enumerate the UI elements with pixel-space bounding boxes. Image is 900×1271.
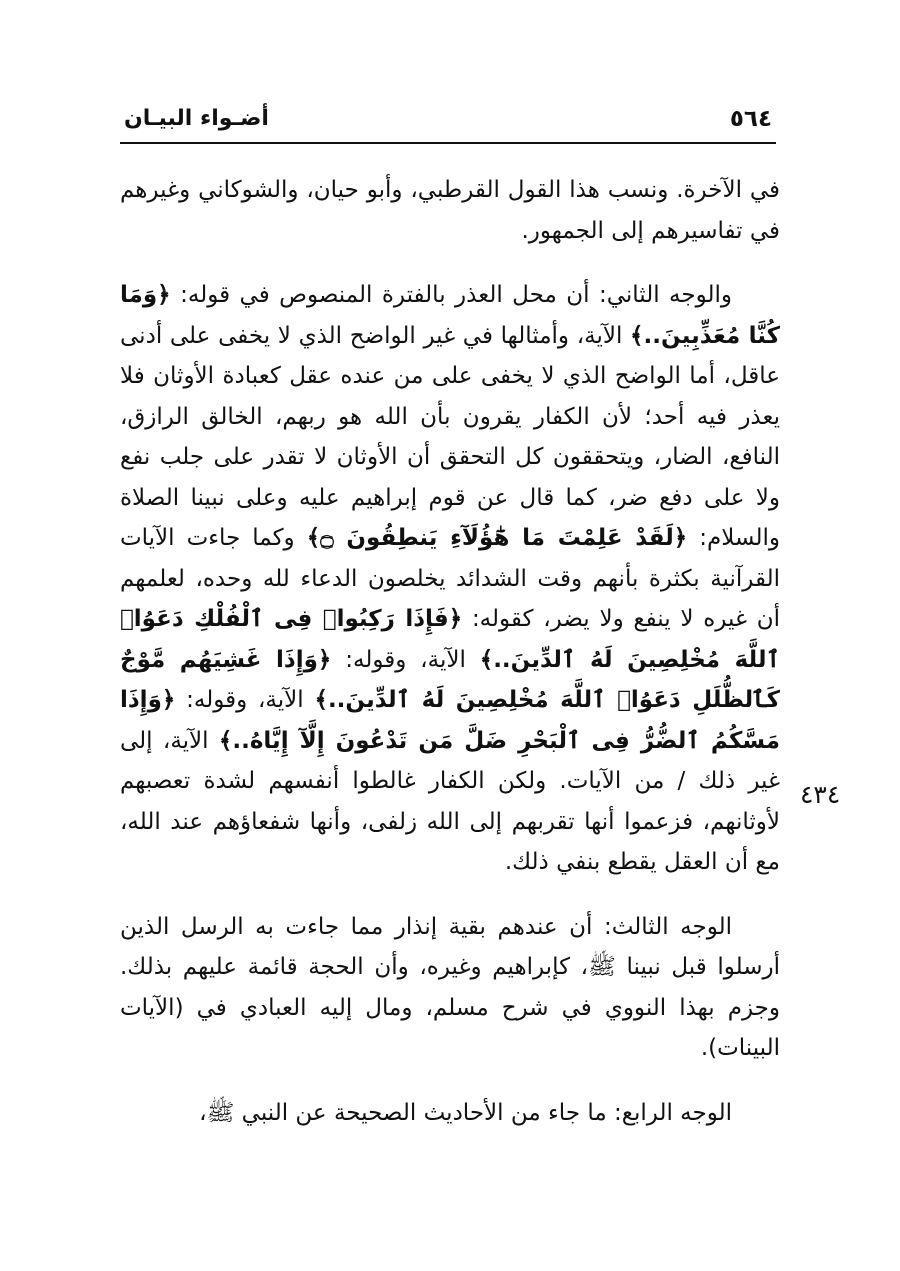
quran-verse: ﴿فَإِذَا رَكِبُوا۟ فِى ٱلْفُلْكِ دَعَوُا۟ ٱللَّهَ مُخْلِصِينَ لَهُ ٱلدِّينَ..﴾ bbox=[120, 606, 781, 673]
paragraph-2-text: الآية، إلى غير ذلك / من الآيات. ولكن الكفار غالطوا أنفسهم لشدة تعصبهم لأوثانهم، فزعموا أنها تقربهم إلى الله زلفى، وأنها شفعاؤهم عند الله، مع أن العقل يقطع بنفي ذلك. bbox=[120, 727, 780, 875]
paragraph-3: الوجه الثالث: أن عندهم بقية إنذار مما جاءت به الرسل الذين أرسلوا قبل نبينا ﷺ، كإبراهيم وغيره، وأن الحجة قائمة عليهم بذلك. وجزم بهذا النووي في شرح مسلم، ومال إليه العبادي في (الآيات البينات). bbox=[120, 913, 780, 1061]
quran-verse: ﴿لَقَدْ عَلِمْتَ مَا هَٰٓؤُلَآءِ يَنطِقُونَ ۝﴾ bbox=[306, 525, 688, 551]
paragraph-2-text: الآية، وأمثالها في غير الواضح الذي لا يخفى على أدنى عاقل، أما الواضح الذي لا يخفى على من عنده عقل كعبادة الأوثان فلا يعذر فيه أحد؛ لأن الكفار يقرون بأن الله هو ربهم، الخالق الرازق، النافع، الضار، ويتحققون كل التحقق أن الأوثان لا تقدر على جلب نفع ولا على دفع ضر، كما قال عن قوم إبراهيم عليه وعلى نبينا الصلاة والسلام: bbox=[120, 322, 781, 551]
paragraph-2 bbox=[120, 275, 780, 883]
quran-verse: ﴿وَإِذَا غَشِيَهُم مَّوْجٌ كَٱلظُّلَلِ دَعَوُا۟ ٱللَّهَ مُخْلِصِينَ لَهُ ٱلدِّينَ..﴾ bbox=[120, 646, 781, 713]
paragraph-4: الوجه الرابع: ما جاء من الأحاديث الصحيحة عن النبي ﷺ، bbox=[199, 1099, 732, 1126]
main-text bbox=[120, 170, 780, 1133]
paragraph-2-text: وكما جاءت الآيات القرآنية بكثرة بأنهم وقت الشدائد يخلصون الدعاء لله وحده، لعلمهم أن غيره لا ينفع ولا يضر، كقوله: bbox=[120, 525, 781, 632]
paragraph-2-text: الآية، وقوله: bbox=[345, 646, 466, 673]
paragraph-2-intro: والوجه الثاني: أن محل العذر بالفترة المنصوص في قوله: bbox=[180, 282, 732, 308]
margin-reference-number: ٤٣٤ bbox=[800, 780, 841, 809]
quran-verse: ﴿وَمَا كُنَّا مُعَذِّبِينَ..﴾ bbox=[120, 282, 781, 349]
book-title: أضـواء البيـان bbox=[124, 106, 269, 131]
page-header bbox=[120, 106, 776, 144]
paragraph-2-text: الآية، وقوله: bbox=[186, 687, 304, 713]
page-number: ٥٦٤ bbox=[729, 106, 772, 132]
quran-verse: ﴿وَإِذَا مَسَّكُمُ ٱلضُّرُّ فِى ٱلْبَحْرِ ضَلَّ مَن تَدْعُونَ إِلَّآ إِيَّاهُ..﴾ bbox=[120, 687, 780, 754]
paragraph-1: في الآخرة. ونسب هذا القول القرطبي، وأبو حيان، والشوكاني وغيرهم في تفاسيرهم إلى الجمهور. bbox=[120, 177, 780, 244]
